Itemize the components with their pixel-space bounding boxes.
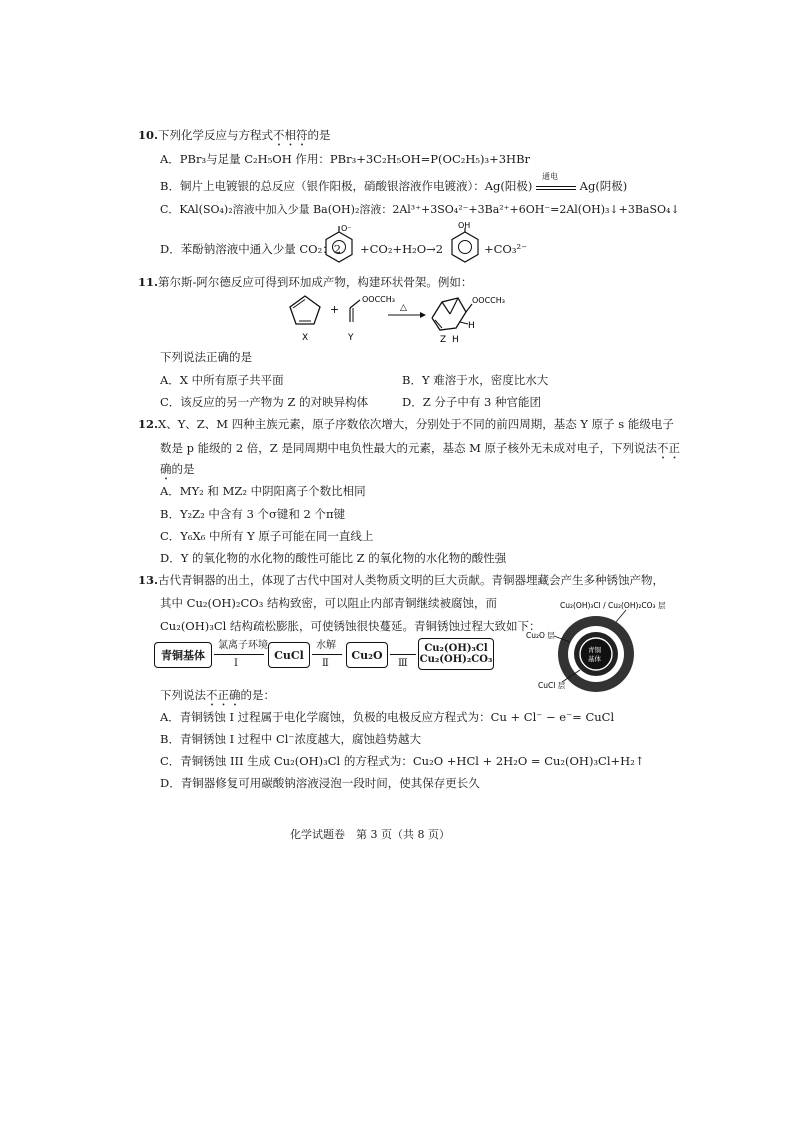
q12-stem-line1: 12.X、Y、Z、M 四种主族元素，原子序数依次增大，分别处于不同的前四周期，基态 Y 原子 s 能级电子 <box>138 417 674 431</box>
norbornene-z <box>432 298 472 330</box>
heat-symbol: △ <box>400 303 407 313</box>
q13-option-c: C．青铜锈蚀 III 生成 Cu₂(OH)₃Cl 的方程式为：Cu₂O +HCl + 2H₂O = Cu₂(OH)₃Cl+H₂↑ <box>160 754 645 768</box>
q12-stem-line3: 确的是 <box>160 462 195 476</box>
flow-box-cucl: CuCl <box>268 642 310 668</box>
outer-layer-label: Cu₂(OH)₃Cl / Cu₂(OH)₂CO₃ 层 <box>560 601 666 610</box>
q12-number: 12. <box>138 417 159 431</box>
q10-option-c: C．KAl(SO₄)₂溶液中加入少量 Ba(OH)₂溶液：2Al³⁺+3SO₄²⁻+3Ba²⁺+6OH⁻=2Al(OH)₃↓+3BaSO₄↓ <box>160 203 680 216</box>
q13-stem-line2: 其中 Cu₂(OH)₂CO₃ 结构致密，可以阻止内部青铜继续被腐蚀，而 <box>160 596 498 610</box>
flow-arrow2-top: 水解 <box>316 640 336 651</box>
page-footer: 化学试题卷 第 3 页（共 8 页） <box>290 828 450 841</box>
flow-arrow2-bottom: Ⅱ <box>322 658 329 669</box>
corrosion-layer-diagram <box>524 598 694 694</box>
reaction-arrow <box>388 312 426 318</box>
q10-option-d: D．苯酚钠溶液中通入少量 CO₂：2 <box>160 242 342 256</box>
y-ester-label: OOCCH₃ <box>362 295 395 304</box>
q10-stem: 10.下列化学反应与方程式不相符的是 <box>138 128 331 142</box>
q11-option-d: D．Z 分子中有 3 种官能团 <box>402 395 541 409</box>
q12-option-a: A．MY₂ 和 MZ₂ 中阴阳离子个数比相同 <box>160 484 366 498</box>
q13-stem-line1: 13.古代青铜器的出土，体现了古代中国对人类物质文明的巨大贡献。青铜器埋藏会产生多种锈蚀产物， <box>138 573 665 587</box>
cyclopentadiene-x <box>290 296 320 324</box>
cucl-layer-label: CuCl 层 <box>538 681 566 690</box>
q11-subquestion: 下列说法正确的是 <box>160 350 252 364</box>
q11-option-b: B．Y 难溶于水，密度比水大 <box>402 373 549 387</box>
z-h-label: H <box>468 321 475 331</box>
q11-number: 11. <box>138 275 159 289</box>
plus-sign: + <box>330 303 340 316</box>
flow-arrow3-bottom: Ⅲ <box>398 658 408 669</box>
q13-option-b: B．青铜锈蚀 I 过程中 Cl⁻浓度越大，腐蚀趋势越大 <box>160 732 422 746</box>
z-ester-label: OOCCH₃ <box>472 296 505 305</box>
label-z: Z <box>440 335 447 345</box>
core-label-2: 基体 <box>588 655 601 663</box>
q13-option-a: A．青铜锈蚀 I 过程属于电化学腐蚀，负极的电极反应方程式为：Cu + Cl⁻ − e⁻= CuCl <box>160 710 615 724</box>
phenoxide-structure <box>322 222 356 264</box>
q12-option-c: C．Y₆X₆ 中所有 Y 原子可能在同一直线上 <box>160 529 374 543</box>
flow-arrow2 <box>312 654 342 655</box>
q13-subquestion: 下列说法不正确的是： <box>160 688 275 702</box>
phenol-label: OH <box>458 221 471 230</box>
q11-stem: 11.第尔斯-阿尔德反应可得到环加成产物，构建环状骨架。例如： <box>138 275 473 289</box>
electrolysis-arrow: 通电 <box>536 181 576 193</box>
q10-number: 10. <box>138 128 159 142</box>
q12-option-b: B．Y₂Z₂ 中含有 3 个σ键和 2 个π键 <box>160 507 346 521</box>
diels-alder-scheme <box>280 288 520 346</box>
flow-arrow1-bottom: Ⅰ <box>234 658 238 669</box>
q11-option-a: A．X 中所有原子共平面 <box>160 373 284 387</box>
bronze-core <box>580 638 612 670</box>
label-x: X <box>302 333 309 343</box>
phenoxide-label: O⁻ <box>341 224 352 233</box>
cu2o-layer-label: Cu₂O 层 <box>526 631 555 640</box>
q12-option-d: D．Y 的氧化物的水化物的酸性可能比 Z 的氧化物的水化物的酸性强 <box>160 551 507 565</box>
q13-stem-line3: Cu₂(OH)₃Cl 结构疏松膨胀，可使锈蚀很快蔓延。青铜锈蚀过程大致如下： <box>160 619 541 633</box>
core-label-1: 青铜 <box>588 646 601 654</box>
q10-option-b: B．铜片上电镀银的总反应（银作阳极，硝酸银溶液作电镀液）：Ag(阳极) 通电 Ag(阴极) <box>160 172 628 193</box>
flow-arrow1 <box>214 654 264 655</box>
q10-option-d-post: +CO₃²⁻ <box>484 242 528 256</box>
flow-box-bronze: 青铜基体 <box>154 642 212 668</box>
flow-arrow3 <box>390 654 416 655</box>
z-h-label-2: H <box>452 335 459 345</box>
q10-option-a: A．PBr₃与足量 C₂H₅OH 作用：PBr₃+3C₂H₅OH=P(OC₂H₅)₃+3HBr <box>160 152 531 166</box>
q10-option-d-mid: +CO₂+H₂O→2 <box>360 242 444 256</box>
q13-option-d: D．青铜器修复可用碳酸钠溶液浸泡一段时间，使其保存更长久 <box>160 776 480 790</box>
vinyl-acetate-y <box>350 300 360 322</box>
label-y: Y <box>348 333 354 343</box>
q13-number: 13. <box>138 573 159 587</box>
q12-stem-line2: 数是 p 能级的 2 倍，Z 是同周期中电负性最大的元素，基态 M 原子核外无未成对电子，下列说法不正 <box>160 441 681 455</box>
phenol-structure <box>448 220 482 264</box>
flow-arrow1-top: 氯离子环境 <box>218 640 268 651</box>
flow-box-cu2o: Cu₂O <box>346 642 388 668</box>
flow-box-products: Cu₂(OH)₃Cl Cu₂(OH)₂CO₃ <box>418 638 494 670</box>
q11-option-c: C．该反应的另一产物为 Z 的对映异构体 <box>160 395 369 409</box>
